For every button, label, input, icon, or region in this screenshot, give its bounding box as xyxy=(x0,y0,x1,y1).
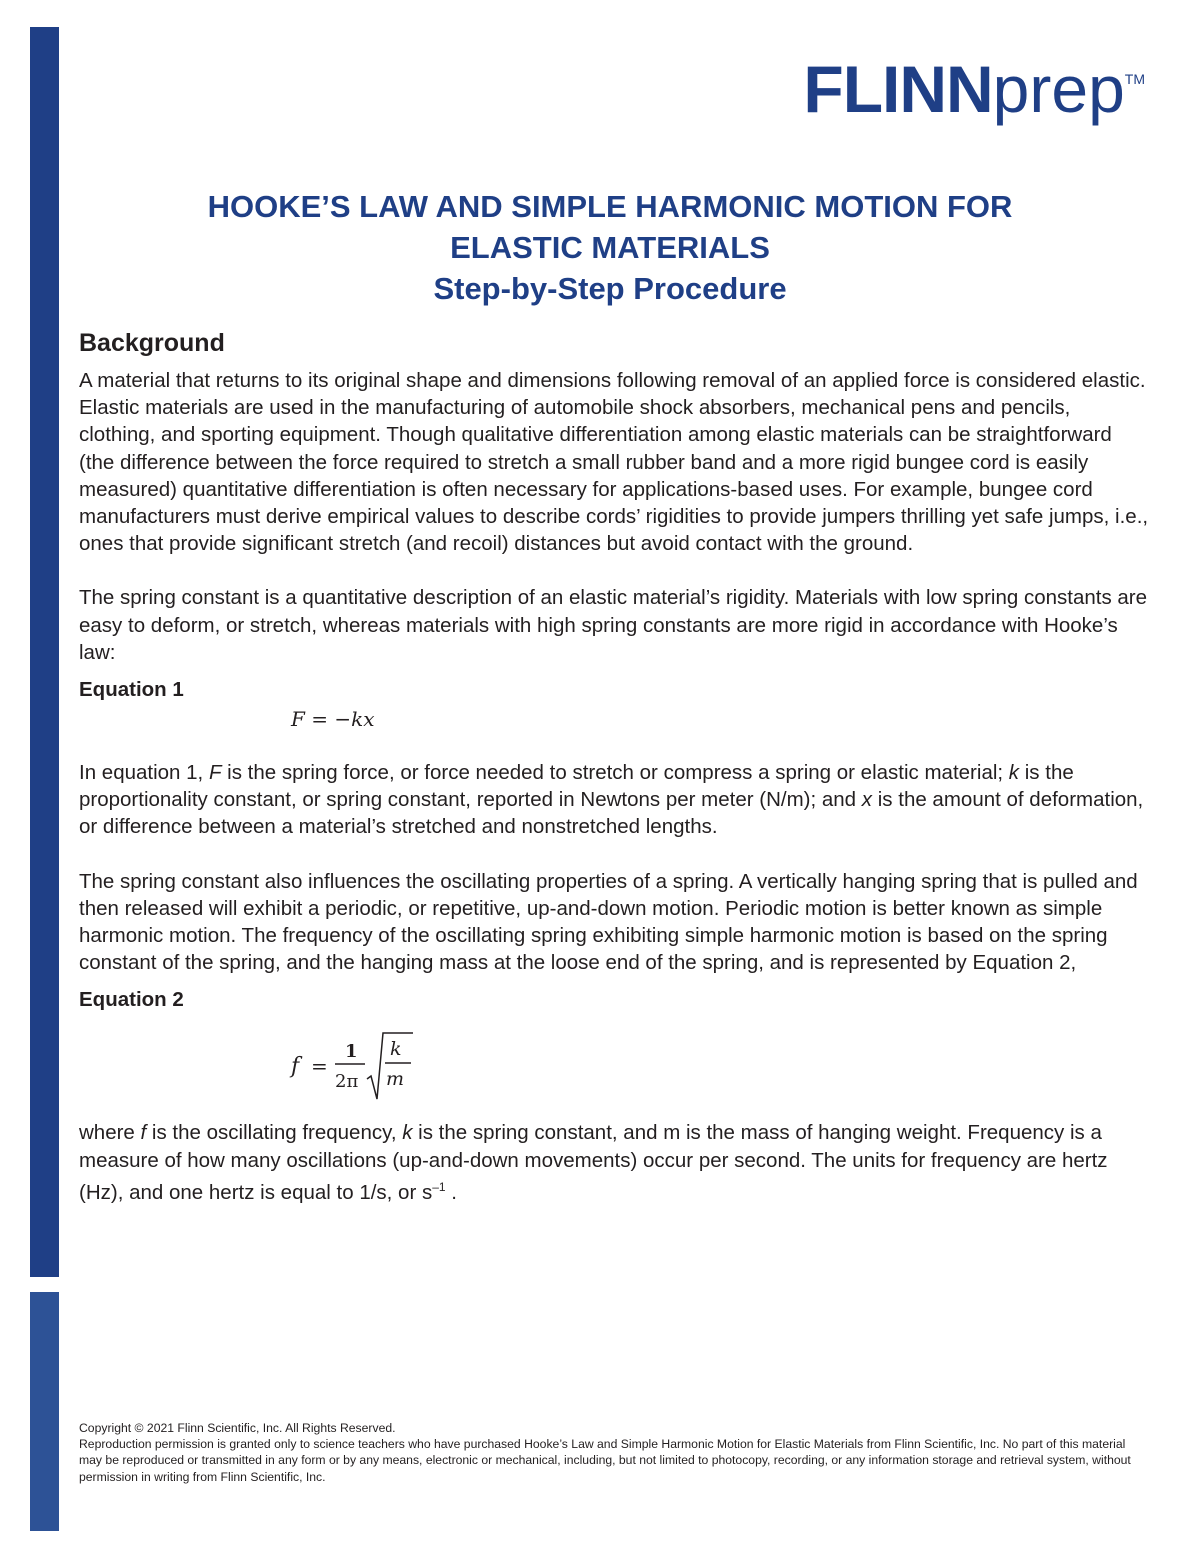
title-subtitle: Step-by-Step Procedure xyxy=(433,271,787,306)
document-title xyxy=(80,186,1140,309)
footer xyxy=(79,1420,1149,1485)
equation-2-formula xyxy=(289,1023,429,1105)
paragraph-frequency: where f is the oscillating frequency, k is the spring constant, and m is the mass of hanging weight. Frequency is a measure of how many oscillations (up-and-down movements) occur per second. The units for frequency are hertz (Hz), and one hertz is equal to 1/s, or $s^{-1}$ . xyxy=(79,1121,1108,1204)
equation-1-label: Equation 1 xyxy=(79,678,184,702)
equation-2 xyxy=(289,1023,1149,1105)
paragraph-elastic-materials: A material that returns to its original shape and dimensions following removal of an applied force is considered elastic. Elastic materials are used in the manufacturing of automobile shock absorbers, mechanical pens and pencils, clothing, and sporting equipment. Though qualitative differentiation among elastic materials can be straightforward (the difference between the force required to stretch a small rubber band and a more rigid bungee cord is easily measured) quantitative differentiation is often necessary for applications-based uses. For example, bungee cord manufacturers must derive empirical values to describe cords’ rigidities to provide jumpers thrilling yet safe jumps, i.e., ones that provide significant stretch (and recoil) distances but avoid contact with the ground. xyxy=(79,369,1149,556)
logo-trademark: TM xyxy=(1124,71,1145,87)
equation-2-label: Equation 2 xyxy=(79,988,184,1012)
logo-flinn: FLINN xyxy=(803,52,993,126)
equation-1: F = −kx xyxy=(291,707,375,732)
eq2-equals: = xyxy=(311,1054,328,1079)
eq2-f: f xyxy=(291,1054,300,1080)
eq2-numerator: 1 xyxy=(345,1041,358,1063)
background-heading: Background xyxy=(79,329,225,357)
copyright-line: Copyright © 2021 Flinn Scientific, Inc. All Rights Reserved. xyxy=(79,1421,396,1435)
main-content xyxy=(79,329,1149,1206)
eq2-root-numerator: k xyxy=(390,1038,402,1061)
left-accent-bar-top xyxy=(30,27,59,1277)
paragraph-equation-1-explanation: In equation 1, F is the spring force, or force needed to stretch or compress a spring or elastic material; k is the proportionality constant, or spring constant, reported in Newtons per meter (N/m); and x is the amount of deformation, or difference between a material’s stretched and nonstretched lengths. xyxy=(79,761,1144,839)
title-line-2: ELASTIC MATERIALS xyxy=(450,230,770,265)
eq2-root-denominator: m xyxy=(386,1068,405,1091)
eq2-denominator: 2π xyxy=(335,1071,359,1093)
left-accent-bar-bottom xyxy=(30,1292,59,1531)
logo-prep: prep xyxy=(992,52,1125,126)
flinnprep-logo xyxy=(803,52,1145,126)
paragraph-harmonic-motion: The spring constant also influences the oscillating properties of a spring. A vertically hanging spring that is pulled and then released will exhibit a periodic, or repetitive, up-and-down motion. Periodic motion is better known as simple harmonic motion. The frequency of the oscillating spring exhibiting simple harmonic motion is based on the spring constant of the spring, and the hanging mass at the loose end of the spring, and is represented by Equation 2, xyxy=(79,869,1138,975)
paragraph-spring-constant: The spring constant is a quantitative description of an elastic material’s rigidity. Materials with low spring constants are easy to deform, or stretch, whereas materials with high spring constants are more rigid in accordance with Hooke’s law: xyxy=(79,586,1148,664)
reproduction-notice: Reproduction permission is granted only to science teachers who have purchased Hooke’s Law and Simple Harmonic Motion for Elastic Materials from Flinn Scientific, Inc. No part of this material may be reproduced or transmitted in any form or by any means, electronic or mechanical, including, but not limited to photocopy, recording, or any information storage and retrieval system, without permission in writing from Flinn Scientific, Inc. xyxy=(79,1437,1131,1484)
title-line-1: HOOKE’S LAW AND SIMPLE HARMONIC MOTION FOR xyxy=(207,189,1013,224)
